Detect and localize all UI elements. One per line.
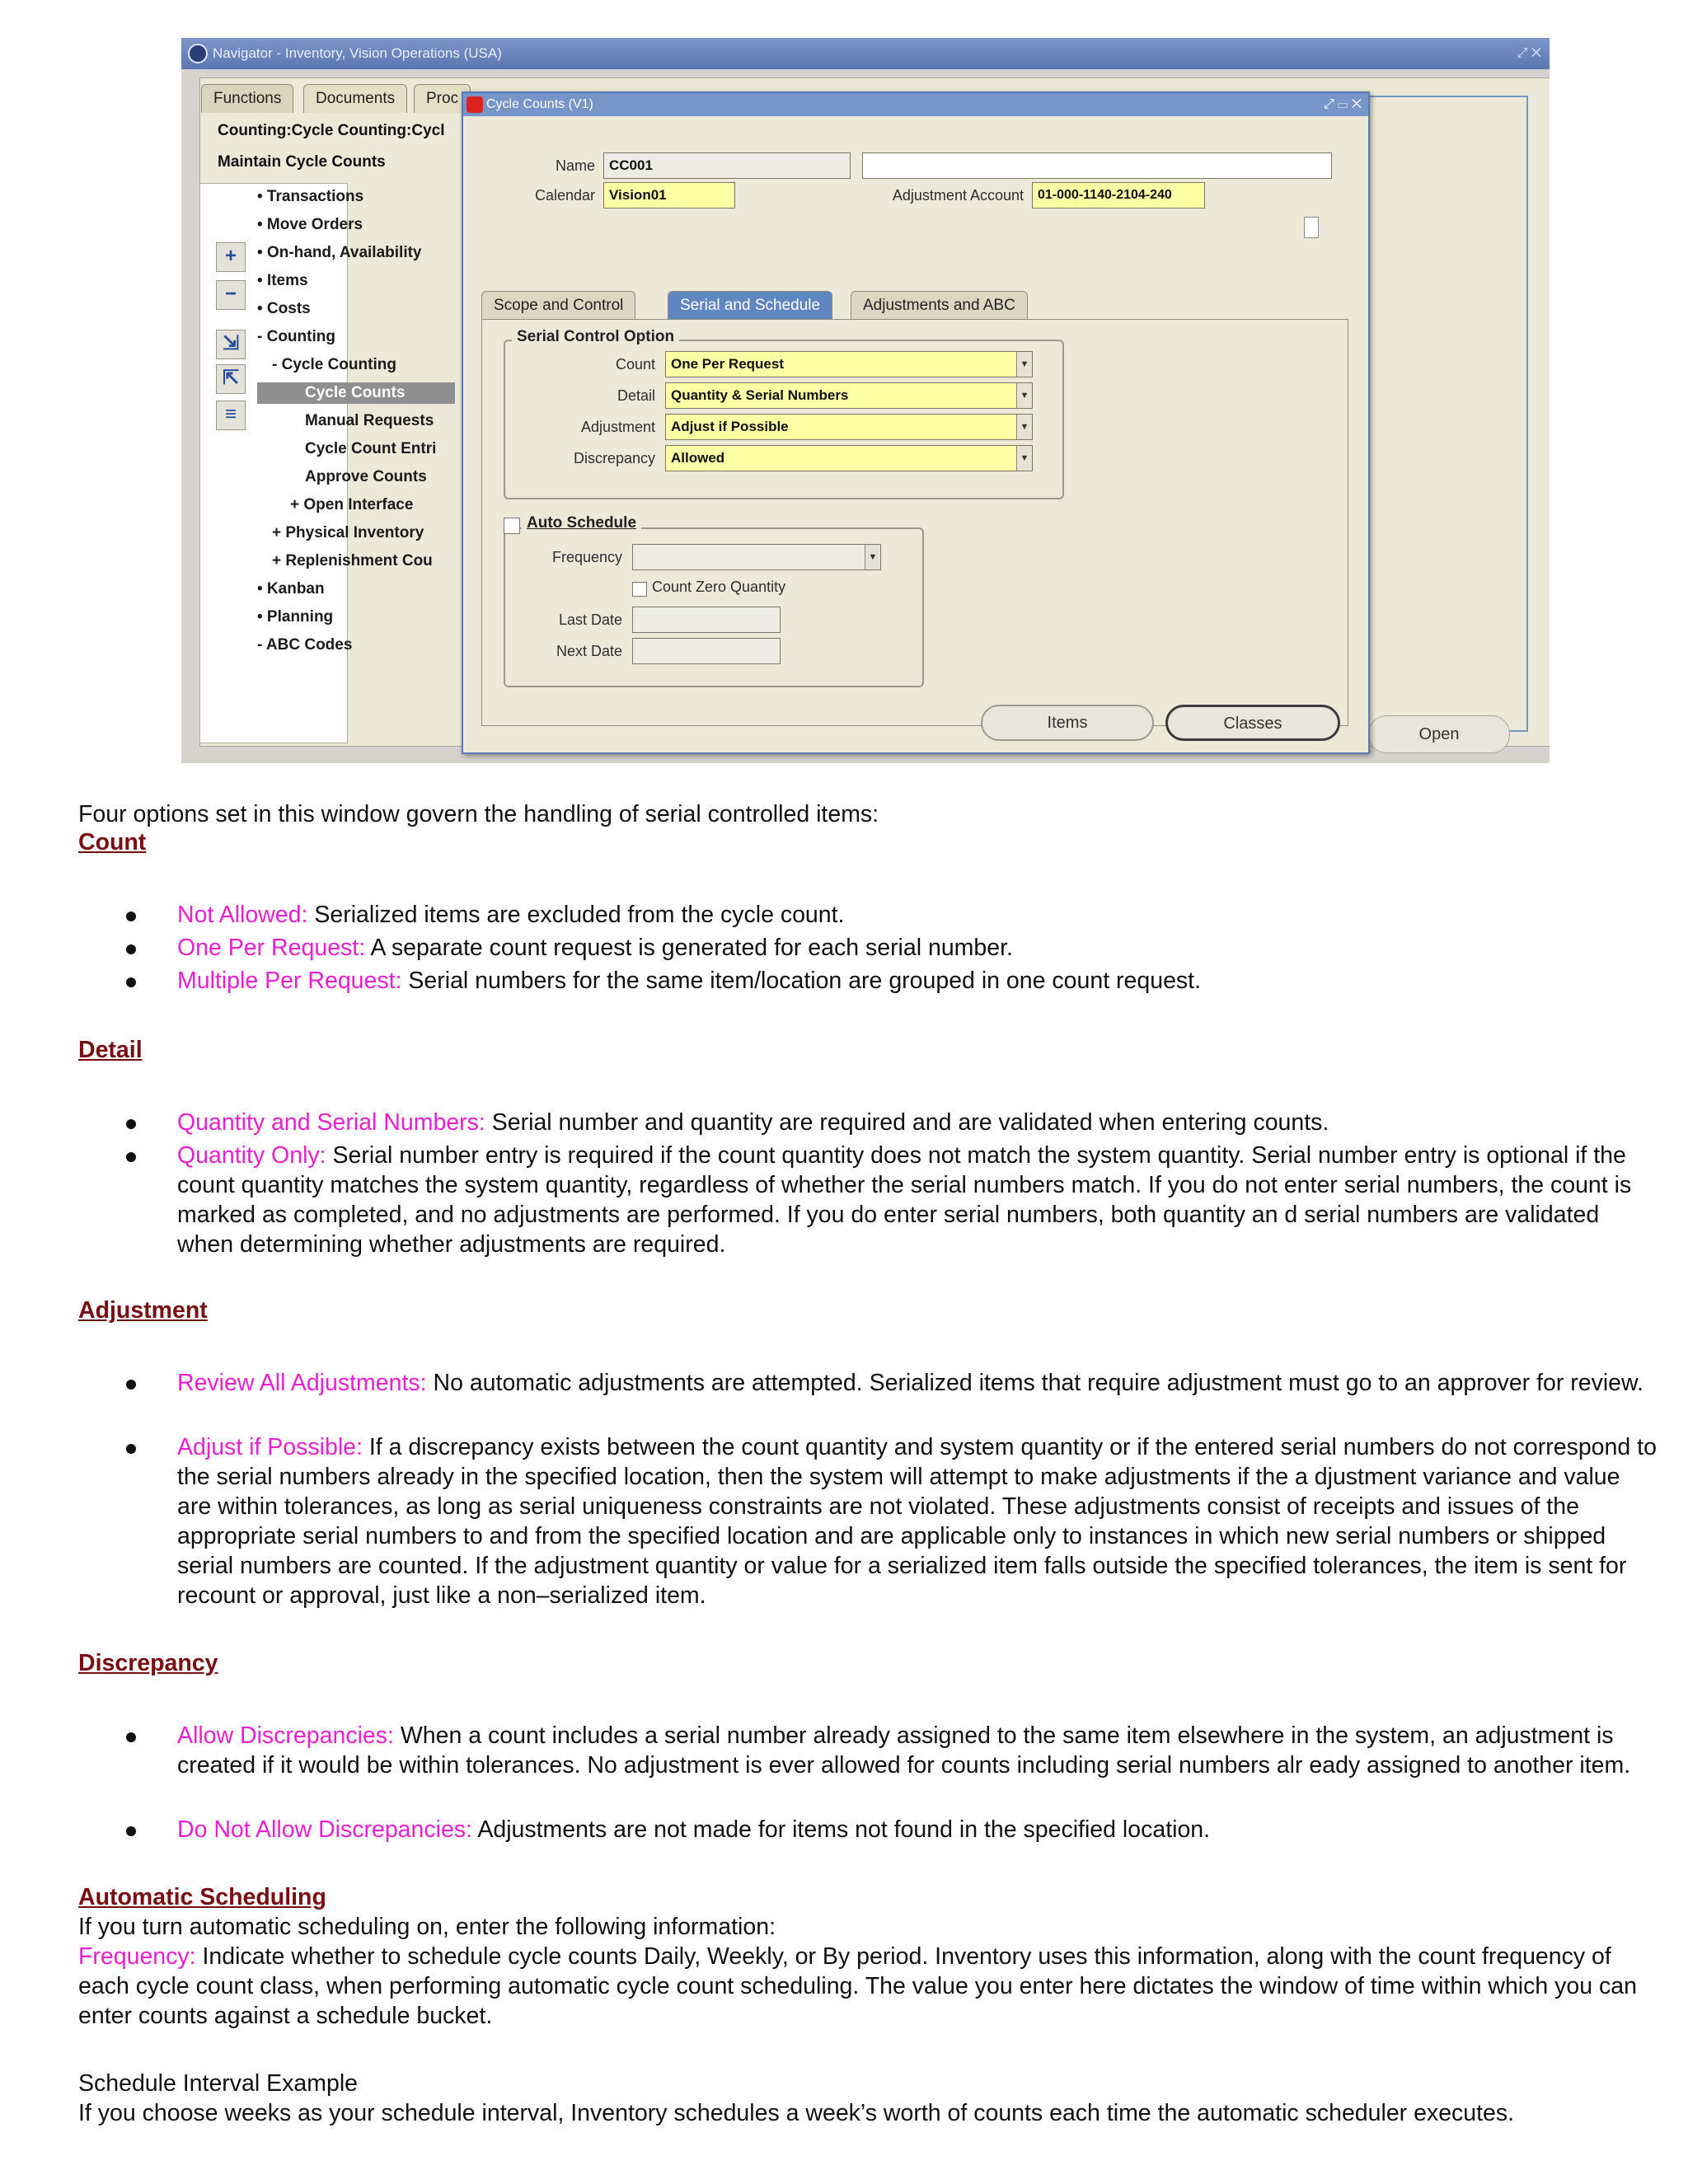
dialog-controls-icon[interactable]: ⤢ ▭ ✕: [1323, 97, 1362, 111]
description-field[interactable]: [862, 152, 1332, 179]
tree-item-selected[interactable]: Cycle Counts: [257, 382, 455, 404]
next-date-field[interactable]: [632, 638, 781, 664]
name-field[interactable]: CC001: [603, 152, 851, 179]
collapse-icon[interactable]: −: [216, 280, 246, 310]
example-text: If you choose weeks as your schedule interval, Inventory schedules a week’s worth of counts each time the automatic scheduler executes.: [78, 2100, 1515, 2126]
tab-functions[interactable]: Functions: [201, 84, 293, 113]
background-window: [1368, 96, 1528, 732]
tab-documents[interactable]: Documents: [303, 84, 407, 113]
detail-label: Detail: [617, 387, 655, 404]
serial-control-title: Serial Control Option: [512, 328, 679, 346]
discrepancy-select[interactable]: Allowed ▼: [665, 445, 1033, 471]
classes-button[interactable]: Classes: [1165, 705, 1340, 741]
dialog-title-bar: [463, 93, 1368, 116]
discrepancy-label: Discrepancy: [573, 450, 655, 466]
example-title: Schedule Interval Example: [78, 2070, 359, 2097]
nav-subtitle: Maintain Cycle Counts: [218, 153, 386, 171]
tree-item[interactable]: - Counting: [257, 328, 335, 345]
tree-item[interactable]: • Move Orders: [257, 216, 363, 233]
serial-schedule-panel: [481, 319, 1348, 726]
adjustment-account-label: Adjustment Account: [892, 187, 1024, 204]
dropdown-arrow-icon[interactable]: ▼: [1016, 383, 1032, 408]
cycle-counts-dialog: [462, 91, 1370, 754]
count-zero-quantity-label: Count Zero Quantity: [652, 579, 786, 595]
calendar-label: Calendar: [534, 187, 595, 204]
open-button[interactable]: Open: [1368, 715, 1510, 753]
tree-item[interactable]: - ABC Codes: [257, 636, 353, 654]
function-tree: [257, 188, 471, 682]
auto-intro-text: If you turn automatic scheduling on, enter the following information:: [78, 1914, 776, 1940]
calendar-field[interactable]: Vision01: [603, 182, 735, 209]
tree-item[interactable]: Cycle Count Entri: [305, 440, 437, 457]
collapse-all-icon[interactable]: ≡: [216, 401, 246, 430]
adjustment-select[interactable]: Adjust if Possible ▼: [665, 414, 1033, 440]
frequency-text: Frequency: Indicate whether to schedule cycle counts Daily, Weekly, or By period. Inventory uses this information, along with the count frequency of each cycle count class, when performing automatic cycle count scheduling. The value you enter here dictates the window of time within which you can enter counts against a schedule bucket.: [78, 1943, 1637, 2029]
count-zero-quantity-checkbox[interactable]: [632, 582, 647, 597]
flexfield-icon[interactable]: [1304, 217, 1319, 238]
tab-adjustments-and-abc[interactable]: Adjustments and ABC: [851, 291, 1028, 320]
tree-item[interactable]: + Replenishment Cou: [272, 552, 433, 569]
dropdown-arrow-icon[interactable]: ▼: [865, 545, 880, 569]
oracle-screenshot: [181, 38, 1550, 763]
tree-item[interactable]: • Planning: [257, 608, 334, 626]
tree-item[interactable]: • On-hand, Availability: [257, 244, 422, 261]
last-date-label: Last Date: [558, 612, 622, 628]
tree-item[interactable]: • Costs: [257, 300, 311, 317]
expand-branch-icon[interactable]: ⇲: [216, 330, 246, 359]
dropdown-arrow-icon[interactable]: ▼: [1016, 415, 1032, 439]
tree-item[interactable]: • Kanban: [257, 580, 325, 598]
detail-select[interactable]: Quantity & Serial Numbers ▼: [665, 382, 1033, 409]
auto-schedule-title: Auto Schedule: [522, 514, 641, 532]
adjustment-heading: Adjustment: [78, 1297, 208, 1324]
discrepancy-heading: Discrepancy: [78, 1650, 218, 1676]
frequency-select[interactable]: [632, 544, 881, 570]
navigator-title-bar: [181, 38, 1550, 69]
frequency-label: Frequency: [551, 549, 622, 565]
tree-item[interactable]: - Cycle Counting: [272, 356, 396, 373]
adjustment-label: Adjustment: [580, 419, 655, 435]
form-icon: [467, 96, 483, 113]
dropdown-arrow-icon[interactable]: ▼: [1016, 352, 1032, 377]
detail-heading: Detail: [78, 1037, 143, 1063]
tree-item[interactable]: + Physical Inventory: [272, 524, 424, 541]
count-select[interactable]: One Per Request ▼: [665, 351, 1033, 377]
next-date-label: Next Date: [556, 643, 622, 659]
intro-text: Four options set in this window govern the handling of serial controlled items:: [78, 801, 879, 827]
items-button[interactable]: Items: [981, 705, 1154, 741]
dropdown-arrow-icon[interactable]: ▼: [1016, 446, 1032, 471]
window-controls-icon[interactable]: ⤢ ✕: [1517, 46, 1541, 60]
oracle-logo-icon: [188, 44, 208, 63]
name-label: Name: [555, 157, 595, 174]
tab-processes[interactable]: Proc: [414, 84, 471, 113]
tree-item[interactable]: + Open Interface: [290, 496, 414, 513]
nav-path: Counting:Cycle Counting:Cycl: [218, 122, 445, 139]
expand-icon[interactable]: +: [216, 242, 246, 272]
tab-scope-and-control[interactable]: Scope and Control: [481, 291, 635, 320]
tree-item[interactable]: • Items: [257, 272, 308, 289]
count-heading: Count: [78, 829, 147, 855]
adjustment-account-field[interactable]: 01-000-1140-2104-240: [1032, 182, 1205, 209]
automatic-scheduling-heading: Automatic Scheduling: [78, 1884, 326, 1910]
count-label: Count: [615, 356, 655, 373]
tree-item[interactable]: Manual Requests: [305, 412, 434, 429]
tree-item[interactable]: Approve Counts: [305, 468, 427, 485]
tree-item[interactable]: • Transactions: [257, 188, 364, 205]
expand-all-icon[interactable]: ⇱: [216, 364, 246, 394]
last-date-field[interactable]: [632, 607, 781, 633]
navigator-title: Navigator - Inventory, Vision Operations (USA): [213, 45, 502, 61]
auto-schedule-checkbox[interactable]: [504, 518, 520, 534]
tab-serial-and-schedule[interactable]: Serial and Schedule: [668, 291, 832, 320]
dialog-title: Cycle Counts (V1): [486, 97, 593, 111]
